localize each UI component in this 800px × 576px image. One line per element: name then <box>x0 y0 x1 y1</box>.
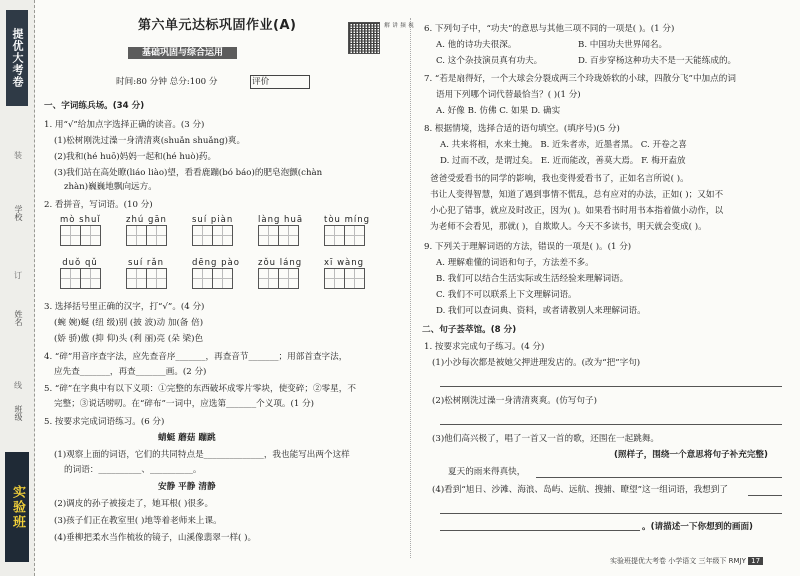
option-item: A. 他的诗功夫很深。 <box>436 40 517 50</box>
question-text: 5. 按要求完成词语练习。(6 分) <box>44 417 165 427</box>
question-item: (2)调皮的孙子被接走了，她耳根( )很多。 <box>54 499 214 509</box>
pinyin-label: mò shuǐ <box>60 215 101 225</box>
passage-line: 书让人变得智慧，知道了遇到事情不慌乱，总有应对的办法，正如( )；又如不 <box>430 190 724 200</box>
pinyin-box-group[interactable] <box>258 258 302 289</box>
question-item: (2)我和(hé huō)妈妈一起和(hé huò)药。 <box>54 152 217 162</box>
option-item: C. 这个杂技演员真有功夫。 <box>436 56 543 66</box>
page-title: 第六单元达标巩固作业(A) <box>138 18 297 33</box>
option-item: D. 百步穿杨这种功夫不是一天能练成的。 <box>578 56 737 66</box>
question-item: (3)我们站在高处瞭(liáo liào)望，看看鹿蹦(bó báo)的肥皂泡颤(chàn <box>54 168 323 178</box>
pinyin-label: zǒu láng <box>258 258 303 268</box>
pinyin-box-group[interactable] <box>126 215 167 246</box>
question-item: (蜿 婉)蜒 (纽 级)别 (披 波)动 加(备 倍) <box>54 318 204 328</box>
option-item: D. 我们可以查词典、资料，或者请教别人来理解词语。 <box>436 306 646 316</box>
question-item: (娇 骄)傲 (抑 仰)头 (利 丽)亮 (朵 梁)色 <box>54 334 204 344</box>
pinyin-box-group[interactable] <box>324 258 364 289</box>
section-title: 二、句子荟萃馆。(8 分) <box>422 325 517 335</box>
brand-logo-bottom: 实验班 <box>5 452 29 562</box>
page-subtitle: 基础巩固与综合运用 <box>128 47 237 59</box>
pinyin-label: suí piàn <box>192 215 234 225</box>
qr-code-icon[interactable] <box>348 22 380 54</box>
question-item: 夏天的雨来得真快， <box>448 467 526 477</box>
question-item: (1)小沙每次都是被她父押进理发店的。(改为“把”字句) <box>432 358 641 368</box>
option-item: A. 共来将相，水来土掩。 B. 近朱者赤，近墨者黑。 C. 开卷之喜 <box>440 140 687 150</box>
column-divider <box>410 18 411 558</box>
question-text: 7. “若是扇得好，一个大球会分裂成两三个玲珑娇软的小球，四散分飞”中加点的词 <box>424 74 736 84</box>
question-item: (3)他们高兴极了，唱了一首又一首的歌，还围在一起跳舞。 <box>432 434 660 444</box>
answer-line[interactable] <box>440 513 782 514</box>
question-item: (1)松树刚洗过澡一身清清爽(shuǎn shuǎng)爽。 <box>54 136 246 146</box>
answer-line[interactable] <box>440 386 782 387</box>
question-item: zhàn)巍巍地飘向远方。 <box>64 182 157 192</box>
page-footer <box>610 556 763 566</box>
answer-line[interactable] <box>536 477 782 478</box>
pinyin-box-group[interactable] <box>258 215 303 246</box>
pinyin-label: xī wàng <box>324 258 365 268</box>
time-score-info: 时间:80 分钟 总分:100 分 <box>116 77 218 87</box>
pinyin-box-group[interactable] <box>60 215 101 246</box>
pinyin-label: suí rǎn <box>128 258 164 268</box>
qr-code-note: 视频讲解 <box>383 22 413 28</box>
question-text: 6. 下列句子中，“功夫”的意思与其他三项不同的一项是( )。(1 分) <box>424 24 675 34</box>
option-item: D. 过而不改，是谓过矣。 E. 近而能改，善莫大焉。 F. 梅开盍放 <box>440 156 686 166</box>
question-item: (1)观察上面的词语，它们的共同特点是______________，我也能写出两个这样 <box>54 450 350 460</box>
question-note: (照样子，围绕一个意思将句子补充完整) <box>614 450 768 460</box>
evaluation-label: 评价 <box>252 77 270 87</box>
school-field-label: 学校 <box>14 205 23 221</box>
question-text: 3. 选择括号里正确的汉字，打“√”。(4 分) <box>44 302 205 312</box>
option-item: A. 理解难懂的词语和句子，方法差不多。 <box>436 258 594 268</box>
question-item: (2)松树刚洗过澡一身清清爽爽。(仿写句子) <box>432 396 597 406</box>
answer-line[interactable] <box>440 530 640 531</box>
question-text: 4. “碎”用音序查字法，应先查音序_______，再查音节_______；用部首查字法， <box>44 352 348 362</box>
question-text: 1. 按要求完成句子练习。(4 分) <box>424 342 545 352</box>
question-item: 的词语：__________、__________。 <box>64 465 202 475</box>
pinyin-label: làng huā <box>258 215 304 225</box>
option-item: B. 中国功夫世界闻名。 <box>578 40 668 50</box>
binding-margin <box>0 0 35 576</box>
option-item: A. 好像 B. 仿佛 C. 如果 D. 确实 <box>436 106 561 116</box>
question-text: 应先查_______，再查_______画。(2 分) <box>54 367 207 377</box>
pinyin-box-group[interactable] <box>324 215 370 246</box>
answer-line[interactable] <box>440 424 782 425</box>
evaluation-box[interactable] <box>250 75 310 89</box>
passage-line: 为老师不会看见，那就( )，自欺欺人。今天不多读书，明天就会变成( )。 <box>430 222 707 232</box>
question-text: 9. 下列关于理解词语的方法，错误的一项是( )。(1 分) <box>424 242 632 252</box>
section-title: 一、字词练兵场。(34 分) <box>44 101 145 111</box>
footer-text: 实验班提优大考卷 小学语文 三年级下 RMJY <box>610 557 746 565</box>
option-item: C. 我们不可以联系上下文理解词语。 <box>436 290 577 300</box>
cut-line-mark: 装 <box>14 151 22 160</box>
cut-line-mark: 线 <box>14 381 22 390</box>
question-text: 2. 看拼音，写词语。(10 分) <box>44 200 153 210</box>
pinyin-box-group[interactable] <box>60 258 100 289</box>
question-note: 。(请描述一下你想到的画面) <box>642 522 753 532</box>
word-group: 安静 平静 清静 <box>158 482 216 492</box>
cut-line-mark: 订 <box>14 271 22 280</box>
passage-line: 小心犯了错事，就应及时改正，因为( )。如果看书时用书本指着做小动作，以 <box>430 206 724 216</box>
pinyin-label: zhú gān <box>126 215 167 225</box>
pinyin-box-group[interactable] <box>192 258 240 289</box>
question-text: 8. 根据情境，选择合适的语句填空。(填序号)(5 分) <box>424 124 620 134</box>
passage-line: 爸爸受爱看书的同学的影响，我也变得爱看书了，正如名言所说( )。 <box>430 174 689 184</box>
option-item: B. 我们可以结合生活实际或生活经验来理解词语。 <box>436 274 629 284</box>
page-number: 17 <box>748 557 763 565</box>
question-item: (3)孩子们正在教室里( )地等着老师来上课。 <box>54 516 222 526</box>
class-field-label: 班级 <box>14 405 23 421</box>
pinyin-box-group[interactable] <box>126 258 166 289</box>
question-text: 1. 用“√”给加点字选择正确的读音。(3 分) <box>44 120 205 130</box>
pinyin-label: tòu míng <box>324 215 371 225</box>
answer-line[interactable] <box>748 495 782 496</box>
question-text: 5. “碎”在字典中有以下义项：①完整的东西破坏成零片零块，使变碎；②零星，不 <box>44 384 356 394</box>
pinyin-label: duǒ qǔ <box>62 258 98 268</box>
pinyin-label: dēng pào <box>192 258 240 268</box>
word-group: 蜻蜓 蘑菇 蹦跳 <box>158 433 216 443</box>
pinyin-box-group[interactable] <box>192 215 233 246</box>
question-text: 语用下列哪个词代替最恰当？( )(1 分) <box>436 90 581 100</box>
question-item: (4)垂柳把柔水当作梳妆的镜子，山溪像翡翠一样( )。 <box>54 533 257 543</box>
name-field-label: 姓名 <box>14 310 23 326</box>
question-item: (4)看到“旭日、沙滩、海浪、岛屿、远航、搜捕、瞭望”这一组词语，我想到了 <box>432 485 728 495</box>
brand-logo-top: 提优大考卷 <box>6 10 28 106</box>
question-text: 完整；③说话唠叨。在“碎布”一词中，应选第_______个义项。(1 分) <box>54 399 315 409</box>
